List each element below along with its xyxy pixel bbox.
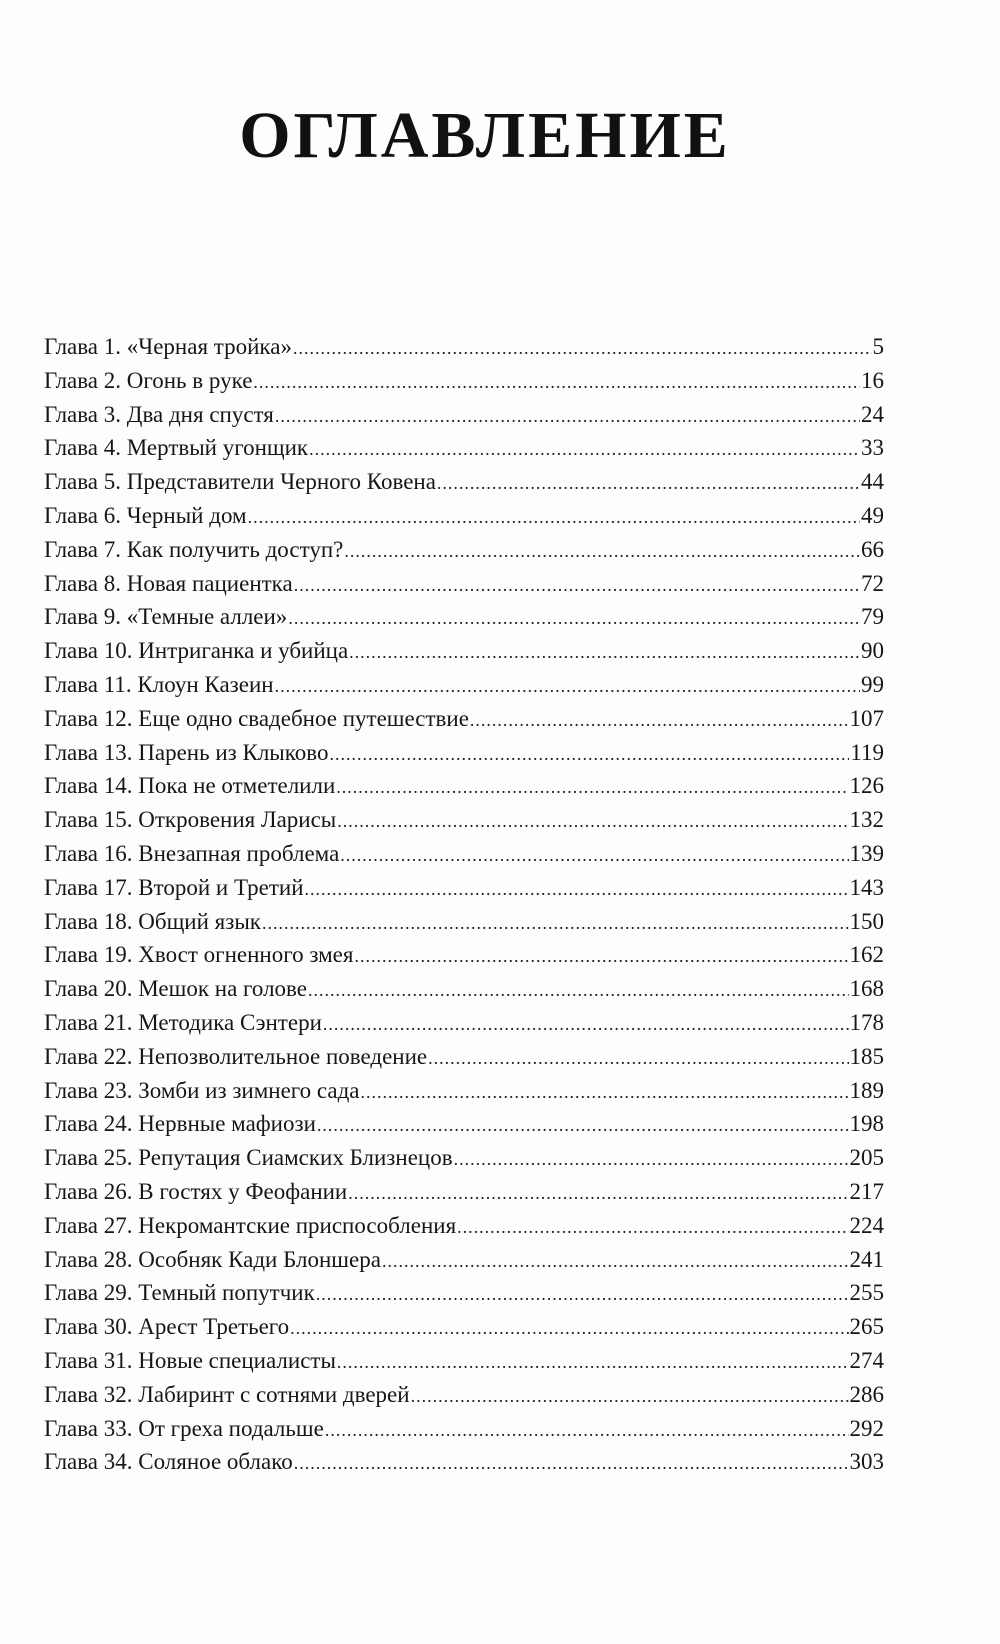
dot-leader <box>308 974 849 1008</box>
chapter-title: Глава 7. Как получить доступ? <box>44 536 344 562</box>
dot-leader <box>337 1346 849 1380</box>
page-number: 90 <box>861 638 884 664</box>
chapter-title: Глава 4. Мертвый угонщик <box>44 435 309 461</box>
toc-entry <box>44 1175 884 1209</box>
chapter-title: Глава 30. Арест Третьего <box>44 1314 290 1340</box>
page-number: 132 <box>849 807 884 833</box>
toc-entry <box>44 1006 884 1040</box>
toc-entry <box>44 1378 884 1412</box>
dot-leader <box>288 602 860 636</box>
dot-leader <box>323 1008 849 1042</box>
dot-leader <box>290 1312 848 1346</box>
dot-leader <box>262 907 849 941</box>
toc-entry <box>44 465 884 499</box>
dot-leader <box>361 1076 849 1110</box>
page-number: 33 <box>861 435 884 461</box>
chapter-title: Глава 19. Хвост огненного змея <box>44 942 354 968</box>
chapter-title: Глава 5. Представители Черного Ковена <box>44 469 436 495</box>
toc-entry <box>44 736 884 770</box>
chapter-title: Глава 21. Методика Сэнтери <box>44 1009 322 1035</box>
toc-entry <box>44 871 884 905</box>
dot-leader <box>317 1109 849 1143</box>
page-number: 168 <box>849 976 884 1002</box>
page-number: 44 <box>861 469 884 495</box>
page-number: 126 <box>849 773 884 799</box>
page-number: 16 <box>861 367 884 393</box>
toc-entry <box>44 1040 884 1074</box>
toc-entry <box>44 938 884 972</box>
dot-leader <box>253 366 860 400</box>
chapter-title: Глава 14. Пока не отметелили <box>44 773 336 799</box>
page-number: 49 <box>861 502 884 528</box>
toc-entry <box>44 1209 884 1243</box>
chapter-title: Глава 1. «Черная тройка» <box>44 334 292 359</box>
toc-entry <box>44 600 884 634</box>
dot-leader <box>305 873 849 907</box>
toc-entry <box>44 803 884 837</box>
chapter-title: Глава 12. Еще одно свадебное путешествие <box>44 705 469 731</box>
dot-leader <box>336 771 848 805</box>
toc-entry <box>44 567 884 601</box>
toc-entry <box>44 330 884 364</box>
dot-leader <box>275 400 860 434</box>
chapter-title: Глава 29. Темный попутчик <box>44 1280 315 1306</box>
dot-leader <box>325 1414 849 1448</box>
dot-leader <box>316 1278 849 1312</box>
toc-entry <box>44 769 884 803</box>
dot-leader <box>340 839 848 873</box>
dot-leader <box>428 1042 848 1076</box>
dot-leader <box>294 1447 849 1481</box>
page-number: 185 <box>849 1043 884 1069</box>
page-title: ОГЛАВЛЕНИЕ <box>239 99 731 173</box>
dot-leader <box>454 1143 849 1177</box>
toc-entry <box>44 668 884 702</box>
chapter-title: Глава 31. Новые специалисты <box>44 1347 336 1373</box>
chapter-title: Глава 16. Внезапная проблема <box>44 840 340 866</box>
page-number: 255 <box>849 1280 884 1306</box>
page-number: 119 <box>850 739 884 765</box>
toc-entry <box>44 634 884 668</box>
dot-leader <box>354 940 848 974</box>
toc-entry <box>44 533 884 567</box>
page-number: 198 <box>849 1111 884 1137</box>
chapter-title: Глава 25. Репутация Сиамских Близнецов <box>44 1145 453 1171</box>
chapter-title: Глава 34. Соляное облако <box>44 1449 293 1475</box>
chapter-title: Глава 10. Интриганка и убийца <box>44 638 349 664</box>
chapter-title: Глава 22. Непозволительное поведение <box>44 1043 428 1069</box>
chapter-title: Глава 3. Два дня спустя <box>44 401 274 427</box>
dot-leader <box>348 1177 848 1211</box>
chapter-title: Глава 11. Клоун Казеин <box>44 671 274 697</box>
page-number: 5 <box>872 334 884 359</box>
toc-entry <box>44 1074 884 1108</box>
page-number: 292 <box>849 1415 884 1441</box>
page-number: 162 <box>849 942 884 968</box>
toc-entry <box>44 1141 884 1175</box>
toc-entry <box>44 1412 884 1446</box>
chapter-title: Глава 26. В гостях у Феофании <box>44 1178 348 1204</box>
chapter-title: Глава 23. Зомби из зимнего сада <box>44 1077 360 1103</box>
toc-entry <box>44 905 884 939</box>
toc-entry <box>44 431 884 465</box>
dot-leader <box>457 1211 848 1245</box>
chapter-title: Глава 28. Особняк Кади Блоншера <box>44 1246 381 1272</box>
page-number: 217 <box>849 1178 884 1204</box>
dot-leader <box>329 738 849 772</box>
toc-entry <box>44 1107 884 1141</box>
page-number: 66 <box>861 536 884 562</box>
chapter-title: Глава 8. Новая пациентка <box>44 570 293 596</box>
page-number: 139 <box>849 840 884 866</box>
page-number: 72 <box>861 570 884 596</box>
chapter-title: Глава 27. Некромантские приспособления <box>44 1212 457 1238</box>
dot-leader <box>437 467 860 501</box>
chapter-title: Глава 20. Мешок на голове <box>44 976 307 1002</box>
chapter-title: Глава 13. Парень из Клыково <box>44 739 329 765</box>
page-number: 205 <box>849 1145 884 1171</box>
dot-leader <box>337 805 848 839</box>
page-number: 189 <box>849 1077 884 1103</box>
dot-leader <box>382 1245 849 1279</box>
dot-leader <box>411 1380 849 1414</box>
dot-leader <box>294 569 860 603</box>
dot-leader <box>275 670 860 704</box>
toc-entry <box>44 398 884 432</box>
page-number: 150 <box>849 908 884 934</box>
toc-entry <box>44 1310 884 1344</box>
page-number: 79 <box>861 604 884 630</box>
dot-leader <box>470 704 849 738</box>
chapter-title: Глава 33. От греха подальше <box>44 1415 324 1441</box>
dot-leader <box>349 636 860 670</box>
page-number: 241 <box>849 1246 884 1272</box>
chapter-title: Глава 2. Огонь в руке <box>44 367 253 393</box>
page-number: 274 <box>849 1347 884 1373</box>
table-of-contents <box>44 330 884 1479</box>
chapter-title: Глава 24. Нервные мафиози <box>44 1111 316 1137</box>
page-number: 286 <box>849 1381 884 1407</box>
dot-leader <box>309 433 860 467</box>
chapter-title: Глава 32. Лабиринт с сотнями дверей <box>44 1381 410 1407</box>
chapter-title: Глава 18. Общий язык <box>44 908 261 934</box>
chapter-title: Глава 15. Откровения Ларисы <box>44 807 337 833</box>
page-number: 178 <box>849 1009 884 1035</box>
page-number: 303 <box>849 1449 884 1475</box>
toc-entry <box>44 1344 884 1378</box>
chapter-title: Глава 6. Черный дом <box>44 502 247 528</box>
page-number: 143 <box>849 874 884 900</box>
toc-entry <box>44 499 884 533</box>
toc-entry <box>44 1243 884 1277</box>
toc-entry <box>44 364 884 398</box>
toc-entry <box>44 1445 884 1479</box>
toc-entry <box>44 837 884 871</box>
page-number: 107 <box>849 705 884 731</box>
toc-entry <box>44 702 884 736</box>
toc-entry <box>44 972 884 1006</box>
page-number: 265 <box>849 1314 884 1340</box>
chapter-title: Глава 17. Второй и Третий <box>44 874 304 900</box>
page-number: 224 <box>849 1212 884 1238</box>
dot-leader <box>344 535 860 569</box>
chapter-title: Глава 9. «Темные аллеи» <box>44 604 288 630</box>
toc-entry <box>44 1276 884 1310</box>
page-number: 99 <box>861 671 884 697</box>
dot-leader <box>248 501 860 535</box>
page-number: 24 <box>861 401 884 427</box>
dot-leader <box>293 332 872 366</box>
